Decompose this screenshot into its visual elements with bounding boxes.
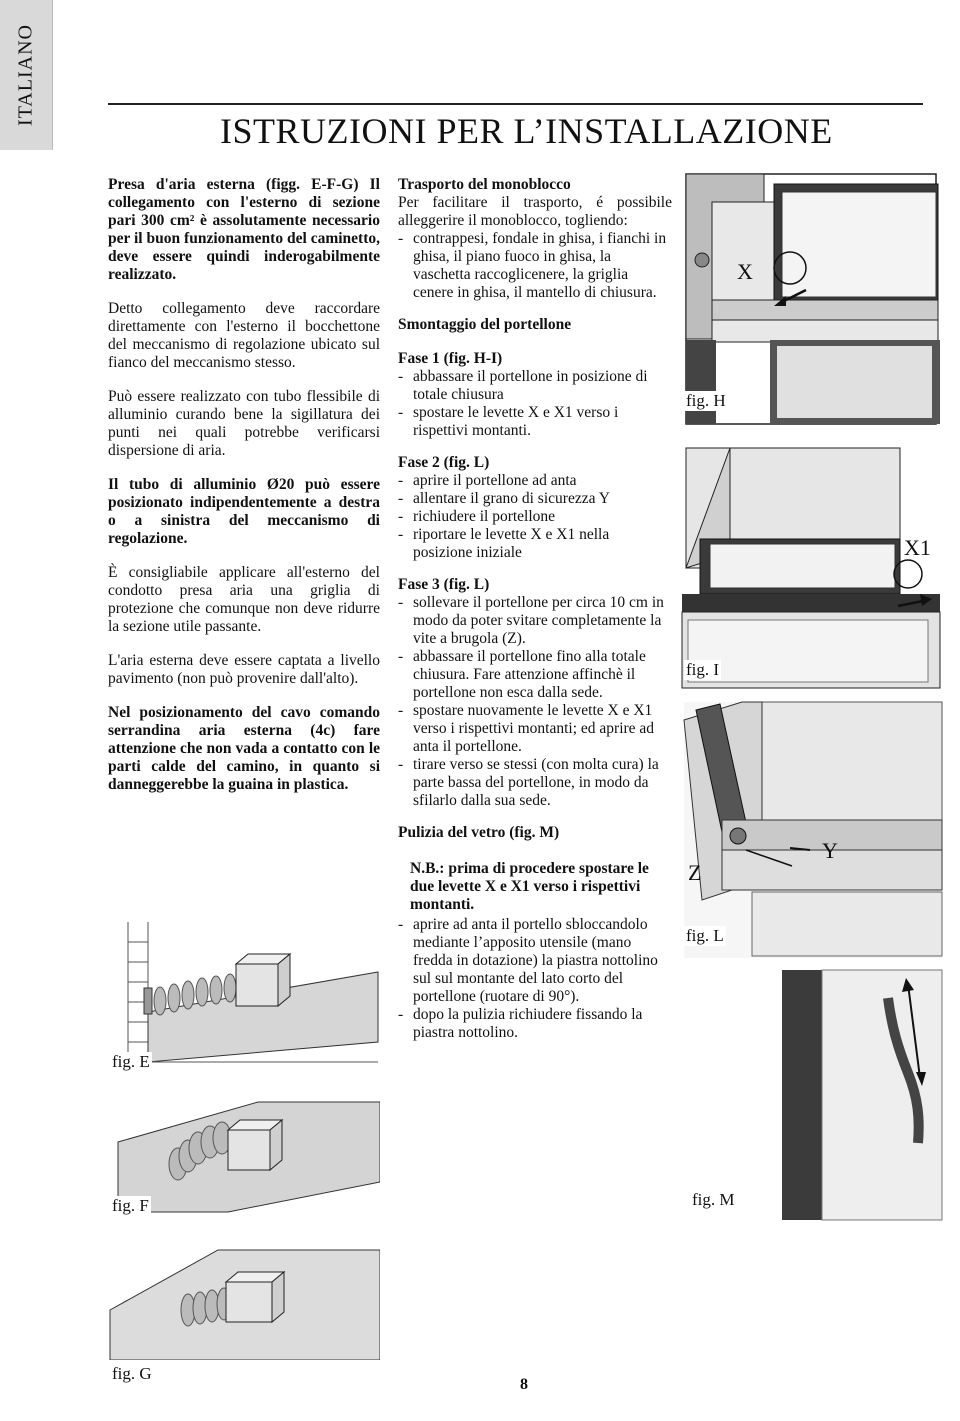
list-item: - riportare le levette X e X1 nella posizione iniziale [398,526,672,562]
list-item: - contrappesi, fondale in ghisa, i fianchi in ghisa, il piano fuoco in ghisa, la vaschetta raccoglicenere, la griglia cenere in ghisa, il mantello di chiusura. [398,230,672,302]
section-phase-3 [398,576,672,810]
paragraph-connection: Detto collegamento deve raccordare direttamente con l'esterno il bocchettone del meccanismo di regolazione ubicato sul fianco del meccanismo stesso. [108,300,380,371]
figure-g [108,1230,380,1360]
list-item: - aprire ad anta il portello sbloccandolo mediante l’apposito utensile (mano fredda in dotazione) la piastra nottolino sul sul montante del lato corto del portellone (ruotare di 90°). [398,916,672,1006]
section-phase-2 [398,454,672,562]
paragraph-cable-warning: Nel posizionamento del cavo comando serrandina aria esterna (4c) fare attenzione che non vada a contatto con le parti calde del camino, in quanto si danneggerebbe la guaina in plastica. [108,704,380,793]
middle-column [398,176,672,1042]
list-item: - spostare le levette X e X1 verso i rispettivi montanti. [398,404,672,440]
phase-3-heading: Fase 3 (fig. L) [398,576,490,593]
paragraph-flexible-tube: Può essere realizzato con tubo flessibile di alluminio curando bene la sigillatura dei punti nei quali potrebbe verificarsi dispersione di aria. [108,388,380,459]
list-item: - abbassare il portellone in posizione di totale chiusura [398,368,672,404]
figure-l [682,700,944,960]
page-title: ISTRUZIONI PER L’INSTALLAZIONE [220,111,833,151]
phase-1-list [398,368,672,440]
list-item: - aprire il portellone ad anta [398,472,672,490]
paragraph-grid: È consigliabile applicare all'esterno del condotto presa aria una griglia di protezione che comunque non deve ridurre la sezione utile passante. [108,564,380,635]
section-phase-1 [398,350,672,440]
figure-i [680,444,944,690]
label-x1: X1 [904,535,931,560]
glass-cleaning-heading: Pulizia del vetro (fig. M) [398,824,560,841]
air-intake-intro: Presa d'aria esterna (figg. E-F-G) Il collegamento con l'esterno di sezione pari 300 cm² è assolutamente necessario per il buon funzionamento del caminetto, deve essere quindi inderogabilmente realizzato. [108,176,380,283]
list-item: - dopo la pulizia richiudere fissando la piastra nottolino. [398,1006,672,1042]
transport-list [398,230,672,302]
section-dismantle [398,316,672,334]
language-tab [0,0,53,150]
section-nb [398,860,672,914]
header-rule [108,103,923,105]
dismantle-heading: Smontaggio del portellone [398,316,572,333]
left-column [108,176,380,810]
figure-i-caption: fig. I [686,660,720,679]
phase-2-heading: Fase 2 (fig. L) [398,454,490,471]
phase-3-list [398,594,672,810]
list-item: - spostare nuovamente le levette X e X1 verso i rispettivi montanti; ed aprire ad anta il portellone. [398,702,672,756]
label-z: Z [688,860,702,885]
figure-g-caption: fig. G [112,1364,152,1383]
phase-2-list [398,472,672,562]
glass-cleaning-list [398,916,672,1042]
page-number: 8 [520,1376,528,1393]
phase-1-heading: Fase 1 (fig. H-I) [398,350,503,367]
transport-text: Per facilitare il trasporto, é possibile alleggerire il monoblocco, togliendo: [398,194,672,229]
transport-heading: Trasporto del monoblocco [398,176,571,193]
label-y: Y [822,838,838,863]
language-label: ITALIANO [14,24,37,126]
figure-l-caption: fig. L [686,926,724,945]
paragraph-aluminium-tube: Il tubo di alluminio Ø20 può essere posizionato indipendentemente a destra o a sinistra del meccanismo di regolazione. [108,476,380,547]
list-item: - richiudere il portellone [398,508,672,526]
figure-m [780,968,944,1222]
section-glass-cleaning [398,824,672,842]
list-item: - abbassare il portellone fino alla totale chiusura. Fare attenzione affinchè il portellone non esca dalla sede. [398,648,672,702]
list-item: - tirare verso se stessi (con molta cura) la parte bassa del portellone, in modo da sfilarlo dalla sua sede. [398,756,672,810]
figure-e-caption: fig. E [112,1052,150,1071]
figure-h-caption: fig. H [686,391,726,410]
nb-note: N.B.: prima di procedere spostare le due levette X e X1 verso i rispettivi montanti. [410,860,649,913]
section-transport [398,176,672,302]
list-item: - allentare il grano di sicurezza Y [398,490,672,508]
label-x: X [737,259,753,284]
figure-m-caption: fig. M [692,1190,735,1209]
list-item: - sollevare il portellone per circa 10 cm in modo da poter svitare completamente la vite a brugola (Z). [398,594,672,648]
figure-f-caption: fig. F [112,1196,149,1215]
paragraph-floor-level: L'aria esterna deve essere captata a livello pavimento (non può provenire dall'alto). [108,652,380,687]
